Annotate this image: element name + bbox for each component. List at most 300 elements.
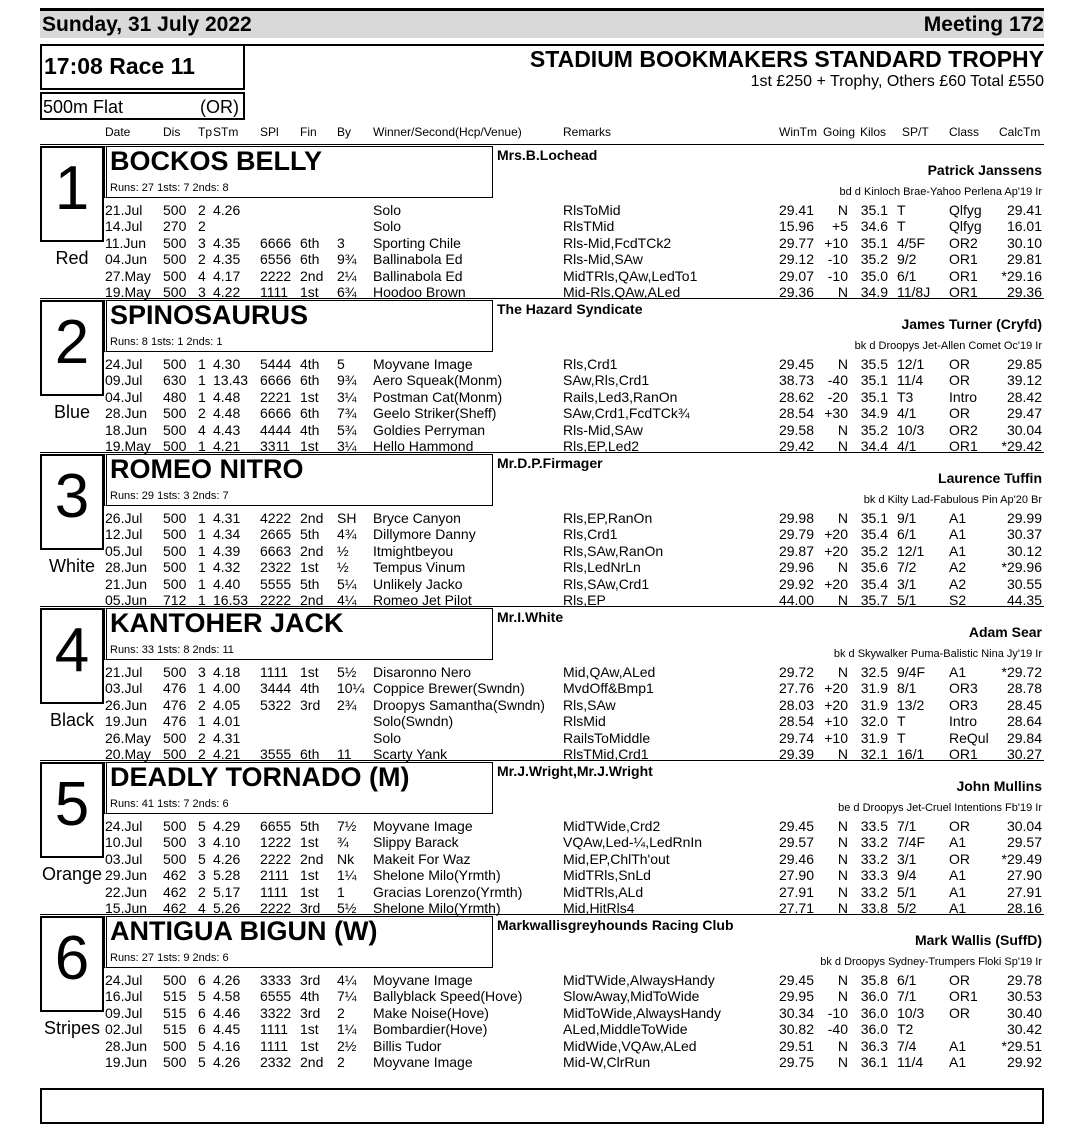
run-sectional: 16.53 [213,592,249,608]
run-calc-time: 30.42 [1006,1021,1042,1038]
run-split-positions: 2221 [260,388,292,405]
run-class: OR1 [949,267,978,284]
run-kilos: 35.6 [860,559,888,576]
col-header-kilos: Kilos [860,125,887,139]
run-distance: 500 [163,356,187,372]
run-winner: Moyvane Image [373,1054,473,1070]
run-trap: 2 [198,405,206,422]
run-winner: Disaronno Nero [373,664,472,680]
run-going: N [837,746,848,762]
run-by: 1¼ [337,867,357,884]
run-calc-time: 28.16 [1006,900,1042,916]
run-kilos: 35.1 [860,510,888,526]
run-split-positions: 1111 [260,883,289,900]
run-winner: Droopys Samantha(Swndn) [373,696,545,713]
run-by: 4¼ [337,972,357,988]
run-class: A2 [949,575,967,592]
trap-number: 3 [54,462,90,531]
run-by: 2 [337,1054,345,1070]
dog-trainer: Adam Sear [968,624,1042,640]
run-win-time: 29.41 [778,202,814,218]
run-class: OR [949,850,970,867]
run-calc-time: 28.64 [1006,713,1042,730]
run-by: 5½ [337,664,357,680]
run-finish: 2nd [300,592,324,608]
trap-colour: Blue [53,402,91,422]
run-calc-time: 30.40 [1006,1004,1042,1021]
run-calc-time: 30.37 [1006,526,1042,543]
run-trap: 3 [198,234,206,251]
run-going: N [837,1054,848,1070]
run-sectional: 4.43 [213,421,241,438]
run-date: 19.Jun [105,713,148,730]
col-header-date: Date [105,125,131,139]
run-class: A2 [949,559,967,576]
run-going: N [837,972,848,988]
col-header-remarks: Remarks [563,125,612,139]
run-win-time: 29.45 [778,356,814,372]
run-kilos: 34.9 [860,405,888,422]
run-sp: 5/2 [897,900,917,916]
run-remarks: Rls,EP,Led2 [563,438,640,454]
trap-colour: Red [55,248,89,268]
run-by: 1¼ [337,1021,357,1038]
run-remarks: Rls,SAw [563,696,616,713]
run-winner: Sporting Chile [373,234,461,251]
col-header-calctm: CalcTm [999,125,1041,139]
run-sectional: 4.21 [213,746,241,762]
run-sectional: 4.32 [213,559,241,576]
run-win-time: 29.75 [778,1054,814,1070]
run-going: +20 [824,575,848,592]
run-sectional: 4.00 [213,680,241,697]
run-date: 16.Jul [105,988,143,1005]
run-split-positions: 6556 [260,251,292,268]
dog-trainer: John Mullins [956,778,1042,794]
run-trap: 2 [198,696,206,713]
run-by: ½ [337,559,349,576]
run-sectional: 4.10 [213,834,241,851]
run-winner: Coppice Brewer(Swndn) [373,680,525,697]
run-calc-time: *29.72 [1001,664,1042,680]
col-header-by: By [337,125,352,139]
run-trap: 5 [198,818,206,834]
run-finish: 6th [300,746,320,762]
run-kilos: 36.0 [860,1021,888,1038]
run-date: 21.Jun [105,575,148,592]
run-split-positions: 2222 [260,267,292,284]
dog-run-stats: Runs: 27 1sts: 9 2nds: 6 [110,952,229,964]
run-class: OR [949,356,970,372]
run-split-positions: 1111 [260,1021,289,1038]
run-sectional: 4.39 [213,542,241,559]
run-sectional: 4.46 [213,1004,241,1021]
run-sp: 11/4 [897,1054,924,1070]
run-by: 9¾ [337,251,357,268]
run-sp: 3/1 [897,575,917,592]
run-date: 09.Jul [105,372,143,389]
dog-owner: The Hazard Syndicate [497,301,643,317]
run-finish: 4th [300,356,320,372]
run-kilos: 32.1 [860,746,888,762]
run-split-positions: 1111 [260,284,289,300]
run-split-positions: 6666 [260,234,292,251]
run-remarks: Mid,EP,ChlTh'out [563,850,670,867]
run-trap: 1 [198,680,206,697]
run-sp: 9/4 [897,867,917,884]
dog-breeding: bd d Kinloch Brae-Yahoo Perlena Ap'19 Ir [839,186,1042,198]
run-distance: 476 [163,680,187,697]
run-sp: T3 [897,388,914,405]
run-sp: 7/4 [897,1037,917,1054]
run-kilos: 36.0 [860,988,888,1005]
run-kilos: 35.5 [860,356,888,372]
run-win-time: 29.74 [778,729,814,746]
dog-breeding: bk d Skywalker Puma-Balistic Nina Jy'19 Ir [833,648,1042,660]
run-win-time: 29.77 [778,234,814,251]
col-header-fin: Fin [300,125,317,139]
run-finish: 3rd [300,696,321,713]
footer-box [40,1088,1044,1124]
run-sectional: 4.40 [213,575,241,592]
dog-run-stats: Runs: 33 1sts: 8 2nds: 11 [110,644,234,656]
run-by: 5¾ [337,421,357,438]
run-distance: 515 [163,1004,187,1021]
run-kilos: 35.7 [860,592,888,608]
run-sp: 4/1 [897,438,917,454]
run-split-positions: 6666 [260,372,292,389]
run-split-positions: 6663 [260,542,292,559]
run-remarks: Mid-W,ClrRun [563,1054,651,1070]
run-distance: 500 [163,438,187,454]
run-going: N [837,559,848,576]
run-calc-time: 28.78 [1006,680,1042,697]
run-split-positions: 5322 [260,696,292,713]
run-winner: Itmightbeyou [373,542,454,559]
run-sectional: 4.45 [213,1021,241,1038]
run-remarks: MidToWide,AlwaysHandy [563,1004,721,1021]
dog-owner: Mr.D.P.Firmager [497,455,603,471]
run-trap: 2 [198,729,206,746]
run-win-time: 29.46 [778,850,814,867]
run-class: OR2 [949,421,978,438]
trap-number: 2 [54,308,90,377]
run-split-positions: 5555 [260,575,292,592]
col-header-wintm: WinTm [779,125,817,139]
run-finish: 2nd [300,1054,324,1070]
run-winner: Ballinabola Ed [373,251,463,268]
run-date: 24.Jul [105,818,143,834]
run-win-time: 28.03 [778,696,814,713]
run-winner: Solo(Swndn) [373,713,454,730]
run-sp: 10/3 [897,1004,925,1021]
run-sectional: 4.29 [213,818,241,834]
run-finish: 4th [300,421,320,438]
run-remarks: Rls,EP [563,592,606,608]
run-calc-time: 29.57 [1006,834,1042,851]
run-date: 15.Jun [105,900,148,916]
run-trap: 4 [198,267,206,284]
col-header-class: Class [949,125,980,139]
run-winner: Dillymore Danny [373,526,476,543]
race-title: STADIUM BOOKMAKERS STANDARD TROPHY [529,46,1044,72]
run-trap: 2 [198,202,206,218]
run-calc-time: 29.81 [1006,251,1042,268]
run-kilos: 35.1 [860,372,888,389]
run-trap: 1 [198,542,206,559]
run-sp: 9/4F [897,664,926,680]
run-going: N [837,664,848,680]
run-by: SH [337,510,357,526]
run-distance: 500 [163,559,187,576]
run-calc-time: 29.92 [1006,1054,1042,1070]
run-going: -10 [827,267,848,284]
run-sectional: 4.05 [213,696,241,713]
run-calc-time: 29.84 [1006,729,1042,746]
run-date: 14.Jul [105,218,143,235]
run-sp: 11/4 [897,372,924,389]
run-kilos: 35.8 [860,972,888,988]
run-date: 26.Jul [105,510,143,526]
run-sectional: 4.26 [213,850,241,867]
run-finish: 1st [300,559,319,576]
run-going: N [837,834,848,851]
run-finish: 6th [300,251,320,268]
run-going: -20 [827,388,848,405]
run-going: N [837,867,848,884]
run-finish: 3rd [300,1004,321,1021]
run-going: N [837,592,848,608]
dog-owner: Mrs.B.Lochead [497,147,598,163]
run-remarks: MidTRls,QAw,LedTo1 [563,267,698,284]
run-split-positions: 2322 [260,559,292,576]
run-trap: 1 [198,388,206,405]
run-going: +20 [824,696,848,713]
run-distance: 500 [163,202,187,218]
run-by: 6¾ [337,284,357,300]
run-winner: Solo [373,218,402,235]
run-by: 9¾ [337,372,357,389]
run-kilos: 34.6 [860,218,888,235]
run-class: A1 [949,542,967,559]
run-going: N [837,818,848,834]
run-winner: Goldies Perryman [373,421,486,438]
run-remarks: ALed,MiddleToWide [563,1021,688,1038]
run-kilos: 35.1 [860,388,888,405]
run-sp: 12/1 [897,542,925,559]
run-finish: 1st [300,834,319,851]
run-sp: 5/1 [897,592,917,608]
dog-owner: Markwallisgreyhounds Racing Club [497,917,734,933]
section-divider [40,606,1044,607]
run-by: 7¾ [337,405,357,422]
run-going: -10 [827,1004,848,1021]
run-distance: 500 [163,850,187,867]
run-class: Qlfyg [949,218,982,235]
run-split-positions: 5444 [260,356,292,372]
run-class: A1 [949,510,967,526]
run-calc-time: 30.12 [1006,542,1042,559]
run-trap: 3 [198,664,206,680]
run-date: 21.Jul [105,202,143,218]
run-trap: 3 [198,834,206,851]
dog-name: ROMEO NITRO [110,454,304,484]
run-date: 04.Jul [105,388,143,405]
run-trap: 1 [198,559,206,576]
run-distance: 462 [163,883,187,900]
run-split-positions: 4222 [260,510,292,526]
dog-owner: Mr.I.White [497,609,564,625]
run-class: OR [949,818,970,834]
run-trap: 2 [198,883,206,900]
run-date: 24.Jul [105,972,143,988]
run-date: 21.Jul [105,664,143,680]
run-kilos: 31.9 [860,680,888,697]
dog-trainer: James Turner (Cryfd) [901,316,1042,332]
run-date: 27.May [105,267,151,284]
run-date: 24.Jul [105,356,143,372]
run-sp: 6/1 [897,972,917,988]
run-by: 3¼ [337,388,357,405]
run-by: 2¼ [337,267,357,284]
dog-breeding: bk d Droopys Sydney-Trumpers Floki Sp'19 Ir [820,956,1042,968]
run-class: Intro [949,713,978,730]
run-sp: 6/1 [897,526,917,543]
run-win-time: 29.72 [778,664,814,680]
run-distance: 500 [163,729,187,746]
run-win-time: 29.51 [778,1037,814,1054]
run-finish: 6th [300,405,320,422]
run-by: ¾ [337,834,349,851]
run-remarks: Rails,Led3,RanOn [563,388,678,405]
run-remarks: VQAw,Led-¼,LedRnIn [563,834,703,851]
run-sectional: 4.48 [213,405,241,422]
run-winner: Unlikely Jacko [373,575,463,592]
run-calc-time: 27.90 [1006,867,1042,884]
run-kilos: 31.9 [860,729,888,746]
run-winner: Geelo Striker(Sheff) [373,405,497,422]
run-class: A1 [949,834,967,851]
run-sectional: 4.16 [213,1037,241,1054]
run-calc-time: 28.42 [1006,388,1042,405]
run-by: 7½ [337,818,357,834]
run-trap: 2 [198,251,206,268]
run-sectional: 4.18 [213,664,241,680]
run-distance: 476 [163,696,187,713]
run-winner: Postman Cat(Monm) [373,388,503,405]
run-calc-time: *29.96 [1001,559,1042,576]
run-remarks: RlsMid [563,713,606,730]
run-split-positions: 2222 [260,850,292,867]
run-kilos: 33.2 [860,883,888,900]
run-calc-time: 29.99 [1006,510,1042,526]
run-by: 3 [337,234,345,251]
run-win-time: 28.62 [778,388,814,405]
run-winner: Ballinabola Ed [373,267,463,284]
run-by: Nk [337,850,355,867]
run-by: 5½ [337,900,357,916]
run-win-time: 27.91 [778,883,814,900]
run-distance: 500 [163,284,187,300]
run-class: ReQul [949,729,989,746]
run-by: 4¾ [337,526,357,543]
run-calc-time: *29.42 [1001,438,1042,454]
run-class: OR [949,372,970,389]
col-header-stm: STm [213,125,239,139]
run-date: 26.May [105,729,151,746]
run-trap: 6 [198,1004,206,1021]
run-distance: 630 [163,372,187,389]
run-win-time: 29.39 [778,746,814,762]
run-winner: Make Noise(Hove) [373,1004,489,1021]
run-sp: 7/1 [897,988,917,1005]
col-header-spt: SP/T [902,125,929,139]
run-split-positions: 1111 [260,664,289,680]
run-calc-time: 29.36 [1006,284,1042,300]
run-sectional: 4.26 [213,1054,241,1070]
col-header-spi: SPl [260,125,279,139]
run-kilos: 36.0 [860,1004,888,1021]
run-finish: 2nd [300,850,324,867]
run-trap: 1 [198,575,206,592]
run-winner: Solo [373,729,402,746]
run-going: +10 [824,234,848,251]
run-distance: 500 [163,818,187,834]
run-class: A1 [949,867,967,884]
run-going: -10 [827,251,848,268]
run-sp: 10/3 [897,421,925,438]
run-remarks: Rls-Mid,SAw [563,421,643,438]
run-win-time: 15.96 [778,218,814,235]
trap-colour: White [48,556,95,576]
run-kilos: 33.8 [860,900,888,916]
run-calc-time: 30.04 [1006,818,1042,834]
run-date: 29.Jun [105,867,148,884]
run-split-positions: 3444 [260,680,292,697]
run-calc-time: 29.41 [1006,202,1042,218]
run-trap: 6 [198,972,206,988]
run-sectional: 4.26 [213,972,241,988]
run-finish: 2nd [300,267,324,284]
run-trap: 5 [198,1054,206,1070]
run-finish: 1st [300,1037,319,1054]
run-sp: 16/1 [897,746,925,762]
run-winner: Tempus Vinum [373,559,466,576]
run-class: OR [949,1004,970,1021]
run-finish: 5th [300,818,320,834]
run-calc-time: 30.53 [1006,988,1042,1005]
run-trap: 6 [198,1021,206,1038]
run-class: OR1 [949,438,978,454]
run-trap: 1 [198,438,206,454]
run-by: 1 [337,883,345,900]
run-date: 02.Jul [105,1021,143,1038]
run-class: OR2 [949,234,978,251]
run-kilos: 36.1 [860,1054,888,1070]
run-sp: 4/1 [897,405,917,422]
run-class: A1 [949,1054,967,1070]
run-going: +5 [832,218,848,235]
run-remarks: SlowAway,MidToWide [563,988,700,1005]
run-date: 22.Jun [105,883,148,900]
run-win-time: 29.57 [778,834,814,851]
section-divider [40,144,1044,145]
run-sp: T [897,729,906,746]
run-remarks: Rls,LedNrLn [563,559,641,576]
run-date: 05.Jun [105,592,148,608]
dog-name: ANTIGUA BIGUN (W) [110,916,378,946]
run-split-positions: 3322 [260,1004,292,1021]
